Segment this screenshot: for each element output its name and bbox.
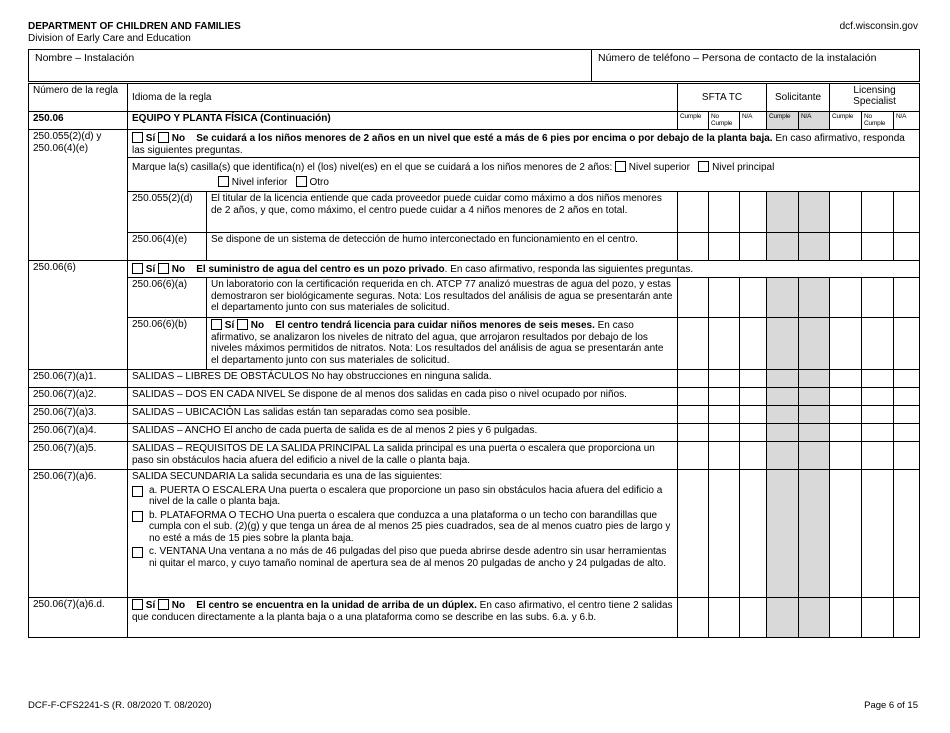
licensing-cumple-cell[interactable] — [830, 388, 862, 406]
lower-level-checkbox[interactable] — [218, 176, 229, 187]
licensing-na-cell[interactable] — [894, 424, 920, 442]
applicant-cumple-cell[interactable] — [767, 233, 799, 261]
sfta-no-cumple-cell[interactable] — [709, 470, 740, 598]
sfta-na-cell[interactable] — [740, 278, 767, 318]
sub-rule-text: Un laboratorio con la certificación requerida en ch. ATCP 77 analizó muestras de agua del pozo, y estas demostraron ser biológicamente seguras. Nota: Los resultados del análisis de agua se presentarán ante el departamento junto con sus materiales de solicitud. — [207, 278, 678, 318]
sfta-na-label: N/A — [740, 112, 767, 130]
sfta-no-cumple-label: No Cumple — [709, 112, 740, 130]
sfta-na-cell[interactable] — [740, 318, 767, 370]
licensing-cumple-cell[interactable] — [830, 318, 862, 370]
sfta-cumple-cell[interactable] — [678, 233, 709, 261]
licensing-na-cell[interactable] — [894, 278, 920, 318]
licensing-cumple-cell[interactable] — [830, 233, 862, 261]
licensing-cumple-cell[interactable] — [830, 442, 862, 470]
contact-phone-field[interactable]: Número de teléfono – Persona de contacto de la instalación — [592, 50, 920, 82]
table-row — [29, 442, 920, 470]
licensing-na-cell[interactable] — [894, 598, 920, 638]
licensing-na-cell[interactable] — [894, 233, 920, 261]
yes-checkbox[interactable] — [132, 263, 143, 274]
applicant-cumple-cell[interactable] — [767, 470, 799, 598]
licensing-na-cell[interactable] — [894, 318, 920, 370]
sfta-no-cumple-cell[interactable] — [709, 388, 740, 406]
division-name: Division of Early Care and Education — [28, 33, 191, 44]
other-level-checkbox[interactable] — [296, 176, 307, 187]
rule-text: SALIDAS – DOS EN CADA NIVEL Se dispone de al menos dos salidas en cada piso o nivel ocupado por niños. — [128, 388, 678, 406]
form-id: DCF-F-CFS2241-S (R. 08/2020 T. 08/2020) — [28, 700, 212, 711]
rule-text: Sí No Se cuidará a los niños menores de 2 años en un nivel que esté a más de 6 pies por encima o por debajo de la planta baja. En caso afirmativo, responda las siguientes preguntas. — [128, 130, 920, 158]
licensing-na-cell[interactable] — [894, 470, 920, 598]
licensing-no-cumple-cell[interactable] — [862, 442, 894, 470]
applicant-cumple-cell[interactable] — [767, 406, 799, 424]
yes-checkbox[interactable] — [211, 319, 222, 330]
level-selection: Marque la(s) casilla(s) que identifica(n) el (los) nivel(es) en el que se cuidará a los niños menores de 2 años: Nivel superior Nivel principal Nivel inferior Otro — [128, 158, 920, 192]
sfta-na-cell[interactable] — [740, 370, 767, 388]
sfta-cumple-cell[interactable] — [678, 318, 709, 370]
checklist-table — [28, 83, 920, 638]
col-licensing: Licensing Specialist — [830, 84, 920, 112]
licensing-na-cell[interactable] — [894, 192, 920, 233]
rule-number: 250.06(7)(a)6. — [29, 470, 128, 598]
applicant-na-cell[interactable] — [799, 192, 830, 233]
applicant-na-cell[interactable] — [799, 442, 830, 470]
sfta-cumple-cell[interactable] — [678, 424, 709, 442]
licensing-no-cumple-cell[interactable] — [862, 192, 894, 233]
licensing-na-cell[interactable] — [894, 442, 920, 470]
licensing-no-cumple-cell[interactable] — [862, 233, 894, 261]
sfta-no-cumple-cell[interactable] — [709, 442, 740, 470]
applicant-na-cell[interactable] — [799, 388, 830, 406]
applicant-cumple-cell[interactable] — [767, 598, 799, 638]
sub-rule-number: 250.06(6)(b) — [128, 318, 207, 370]
licensing-no-cumple-cell[interactable] — [862, 470, 894, 598]
licensing-cumple-cell[interactable] — [830, 598, 862, 638]
rule-number: 250.06(7)(a)6.d. — [29, 598, 128, 638]
upper-level-checkbox[interactable] — [615, 161, 626, 172]
applicant-cumple-cell[interactable] — [767, 192, 799, 233]
rule-number: 250.06(6) — [29, 261, 128, 370]
applicant-na-cell[interactable] — [799, 470, 830, 598]
rule-number: 250.055(2)(d) y 250.06(4)(e) — [29, 130, 128, 261]
sfta-cumple-label: Cumple — [678, 112, 709, 130]
option-b-checkbox[interactable] — [132, 511, 143, 522]
sfta-cumple-cell[interactable] — [678, 388, 709, 406]
applicant-cumple-label: Cumple — [767, 112, 799, 130]
sfta-no-cumple-cell[interactable] — [709, 318, 740, 370]
sfta-na-cell[interactable] — [740, 598, 767, 638]
page-header — [28, 21, 241, 45]
yes-checkbox[interactable] — [132, 132, 143, 143]
applicant-na-label: N/A — [799, 112, 830, 130]
rule-number: 250.06(7)(a)5. — [29, 442, 128, 470]
rule-text: SALIDAS – LIBRES DE OBSTÁCULOS No hay obstrucciones en ninguna salida. — [128, 370, 678, 388]
table-row — [29, 261, 920, 278]
no-checkbox[interactable] — [158, 132, 169, 143]
table-row — [29, 424, 920, 442]
rule-number: 250.06(7)(a)2. — [29, 388, 128, 406]
applicant-cumple-cell[interactable] — [767, 388, 799, 406]
sfta-no-cumple-cell[interactable] — [709, 278, 740, 318]
sfta-cumple-cell[interactable] — [678, 406, 709, 424]
sfta-no-cumple-cell[interactable] — [709, 406, 740, 424]
applicant-cumple-cell[interactable] — [767, 370, 799, 388]
rule-text: Sí No El suministro de agua del centro es un pozo privado. En caso afirmativo, responda las siguientes preguntas. — [128, 261, 920, 278]
applicant-na-cell[interactable] — [799, 406, 830, 424]
sub-rule-number: 250.06(4)(e) — [128, 233, 207, 261]
applicant-na-cell[interactable] — [799, 424, 830, 442]
licensing-no-cumple-cell[interactable] — [862, 370, 894, 388]
no-checkbox[interactable] — [158, 263, 169, 274]
licensing-cumple-label: Cumple — [830, 112, 862, 130]
option-c-checkbox[interactable] — [132, 547, 143, 558]
sfta-na-cell[interactable] — [740, 470, 767, 598]
sub-rule-text: Se dispone de un sistema de detección de humo interconectado en funcionamiento en el centro. — [207, 233, 678, 261]
licensing-cumple-cell[interactable] — [830, 470, 862, 598]
col-rule-language: Idioma de la regla — [128, 84, 678, 112]
licensing-cumple-cell[interactable] — [830, 406, 862, 424]
no-checkbox[interactable] — [158, 599, 169, 610]
sfta-cumple-cell[interactable] — [678, 278, 709, 318]
sfta-no-cumple-cell[interactable] — [709, 233, 740, 261]
main-level-checkbox[interactable] — [698, 161, 709, 172]
sfta-cumple-cell[interactable] — [678, 442, 709, 470]
table-row — [29, 388, 920, 406]
licensing-cumple-cell[interactable] — [830, 424, 862, 442]
licensing-na-cell[interactable] — [894, 388, 920, 406]
licensing-no-cumple-cell[interactable] — [862, 424, 894, 442]
licensing-cumple-cell[interactable] — [830, 192, 862, 233]
applicant-cumple-cell[interactable] — [767, 442, 799, 470]
col-applicant: Solicitante — [767, 84, 830, 112]
licensing-no-cumple-cell[interactable] — [862, 318, 894, 370]
sfta-na-cell[interactable] — [740, 388, 767, 406]
sfta-no-cumple-cell[interactable] — [709, 370, 740, 388]
col-rule-number: Número de la regla — [29, 84, 128, 112]
page-number: Page 6 of 15 — [864, 700, 918, 711]
applicant-na-cell[interactable] — [799, 318, 830, 370]
sfta-no-cumple-cell[interactable] — [709, 598, 740, 638]
licensing-na-label: N/A — [894, 112, 920, 130]
rule-text: Sí No El centro se encuentra en la unidad de arriba de un dúplex. En caso afirmativo, el centro tiene 2 salidas que conducen directamente a la planta baja o a una plataforma como se describe en las subs. 6.a. y 6.b. — [128, 598, 678, 638]
rule-text: SALIDAS – REQUISITOS DE LA SALIDA PRINCIPAL La salida principal es una puerta o escalera que proporciona un paso sin obstáculos hacia afuera del edificio a nivel de la calle o planta baja. — [128, 442, 678, 470]
sfta-na-cell[interactable] — [740, 233, 767, 261]
facility-info-table — [28, 49, 920, 82]
applicant-na-cell[interactable] — [799, 233, 830, 261]
licensing-cumple-cell[interactable] — [830, 278, 862, 318]
rule-text: SALIDAS – UBICACIÓN Las salidas están tan separadas como sea posible. — [128, 406, 678, 424]
sfta-cumple-cell[interactable] — [678, 598, 709, 638]
option-a-checkbox[interactable] — [132, 486, 143, 497]
applicant-na-cell[interactable] — [799, 370, 830, 388]
licensing-no-cumple-cell[interactable] — [862, 598, 894, 638]
sfta-cumple-cell[interactable] — [678, 192, 709, 233]
licensing-na-cell[interactable] — [894, 406, 920, 424]
table-row — [29, 406, 920, 424]
rule-number: 250.06(7)(a)3. — [29, 406, 128, 424]
licensing-no-cumple-cell[interactable] — [862, 406, 894, 424]
department-name: DEPARTMENT OF CHILDREN AND FAMILIES — [28, 21, 241, 32]
rule-number: 250.06(7)(a)1. — [29, 370, 128, 388]
sfta-na-cell[interactable] — [740, 192, 767, 233]
section-number: 250.06 — [29, 112, 128, 130]
rule-text: SALIDA SECUNDARIA La salida secundaria es una de las siguientes: a. PUERTA O ESCALERA Una puerta o escalera que proporcione un paso sin obstáculos hacia afuera del edificio a nivel de la calle o planta baja. b. PLATAFORMA O TECHO Una puerta o escalera que conduzca a una plataforma o un techo con barandillas que cumpla con el sub. (2)(g) y que tenga un área de al menos 25 pies cuadrados, sea de al menos cuatro pies de largo y no esté a más de 15 pies sobre la planta baja. c. VENTANA Una ventana a no más de 46 pulgadas del piso que pueda abrirse desde adentro sin usar herramientas ni quitar el marco, y cuyo tamaño nominal de apertura sea de al menos 20 pulgadas de ancho y 24 pulgadas de alto. — [128, 470, 678, 598]
applicant-na-cell[interactable] — [799, 278, 830, 318]
rule-text: SALIDAS – ANCHO El ancho de cada puerta de salida es de al menos 2 pies y 6 pulgadas. — [128, 424, 678, 442]
no-checkbox[interactable] — [237, 319, 248, 330]
table-row — [29, 370, 920, 388]
sub-rule-number: 250.06(6)(a) — [128, 278, 207, 318]
licensing-no-cumple-label: No Cumple — [862, 112, 894, 130]
facility-name-field[interactable]: Nombre – Instalación — [29, 50, 592, 82]
table-row — [29, 470, 920, 598]
sfta-na-cell[interactable] — [740, 442, 767, 470]
yes-checkbox[interactable] — [132, 599, 143, 610]
applicant-cumple-cell[interactable] — [767, 424, 799, 442]
licensing-no-cumple-cell[interactable] — [862, 278, 894, 318]
sub-rule-number: 250.055(2)(d) — [128, 192, 207, 233]
table-row — [29, 598, 920, 638]
licensing-no-cumple-cell[interactable] — [862, 388, 894, 406]
sfta-na-cell[interactable] — [740, 424, 767, 442]
rule-number: 250.06(7)(a)4. — [29, 424, 128, 442]
applicant-cumple-cell[interactable] — [767, 318, 799, 370]
website: dcf.wisconsin.gov — [839, 21, 918, 32]
sub-rule-text: Sí No El centro tendrá licencia para cuidar niños menores de seis meses. En caso afirmativo, se analizaron los niveles de nitrato del agua, que arrojaron resultados por debajo de los niveles máximos permitidos de nitratos. Nota: Los resultados del análisis de agua se presentarán ante el departamento junto con sus materiales de solicitud. — [207, 318, 678, 370]
sfta-no-cumple-cell[interactable] — [709, 192, 740, 233]
applicant-cumple-cell[interactable] — [767, 278, 799, 318]
applicant-na-cell[interactable] — [799, 598, 830, 638]
sfta-cumple-cell[interactable] — [678, 370, 709, 388]
licensing-cumple-cell[interactable] — [830, 370, 862, 388]
sub-rule-text: El titular de la licencia entiende que cada proveedor puede cuidar como máximo a dos niños menores de 2 años, y que, como máximo, el centro puede cuidar a 4 niños menores de 2 años en total. — [207, 192, 678, 233]
table-row — [29, 130, 920, 158]
col-sfta: SFTA TC — [678, 84, 767, 112]
sfta-no-cumple-cell[interactable] — [709, 424, 740, 442]
section-title: EQUIPO Y PLANTA FÍSICA (Continuación) — [128, 112, 678, 130]
sfta-cumple-cell[interactable] — [678, 470, 709, 598]
sfta-na-cell[interactable] — [740, 406, 767, 424]
licensing-na-cell[interactable] — [894, 370, 920, 388]
